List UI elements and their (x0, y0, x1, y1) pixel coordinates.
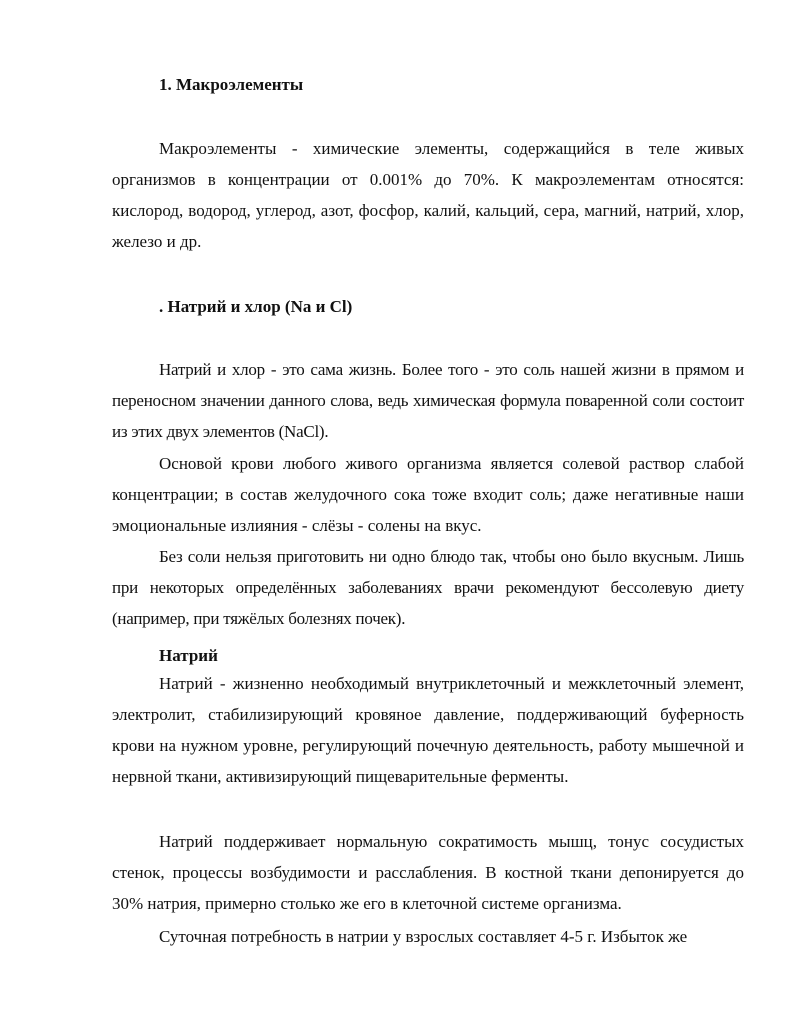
paragraph-blood-salt: Основой крови любого живого организма является солевой раствор слабой концентрации; в состав желудочного сока тоже входит соль; даже негативные наши эмоциональные излияния - слёзы - солены на вкус. (112, 454, 744, 535)
paragraph-macroelements-definition: Макроэлементы - химические элементы, содержащийся в теле живых организмов в концентрации от 0.001% до 70%. К макроэлементам относятся: кислород, водород, углерод, азот, фосфор, калий, кальций, сера, магний, натрий, хлор, железо и др. (112, 139, 744, 251)
paragraph-sodium-role: Натрий - жизненно необходимый внутриклеточный и межклеточный элемент, электролит, стабилизирующий кровяное давление, поддерживающий буферность крови на нужном уровне, регулирующий почечную деятельность, работу мышечной и нервной ткани, активизирующий пищеварительные ферменты. (112, 674, 744, 786)
heading-sodium: Натрий (159, 646, 218, 665)
heading-sodium-chlorine: . Натрий и хлор (Na и Cl) (159, 297, 353, 316)
paragraph-sodium-muscle: Натрий поддерживает нормальную сократимость мышц, тонус сосудистых стенок, процессы возбудимости и расслабления. В костной ткани депонируется до 30% натрия, примерно столько же его в клеточной системе организма. (112, 832, 744, 913)
paragraph-daily-requirement: Суточная потребность в натрии у взрослых составляет 4-5 г. Избыток же (159, 927, 688, 946)
paragraph-salt-diet: Без соли нельзя приготовить ни одно блюдо так, чтобы оно было вкусным. Лишь при некоторых определённых заболеваниях врачи рекомендуют бессолевую диету (например, при тяжёлых болезнях почек). (112, 547, 744, 628)
paragraph-salt-of-life: Натрий и хлор - это сама жизнь. Более того - это соль нашей жизни в прямом и переносном значении данного слова, ведь химическая формула поваренной соли состоит из этих двух элементов (NaCl). (112, 360, 744, 441)
heading-macroelements: 1. Макроэлементы (159, 75, 304, 94)
